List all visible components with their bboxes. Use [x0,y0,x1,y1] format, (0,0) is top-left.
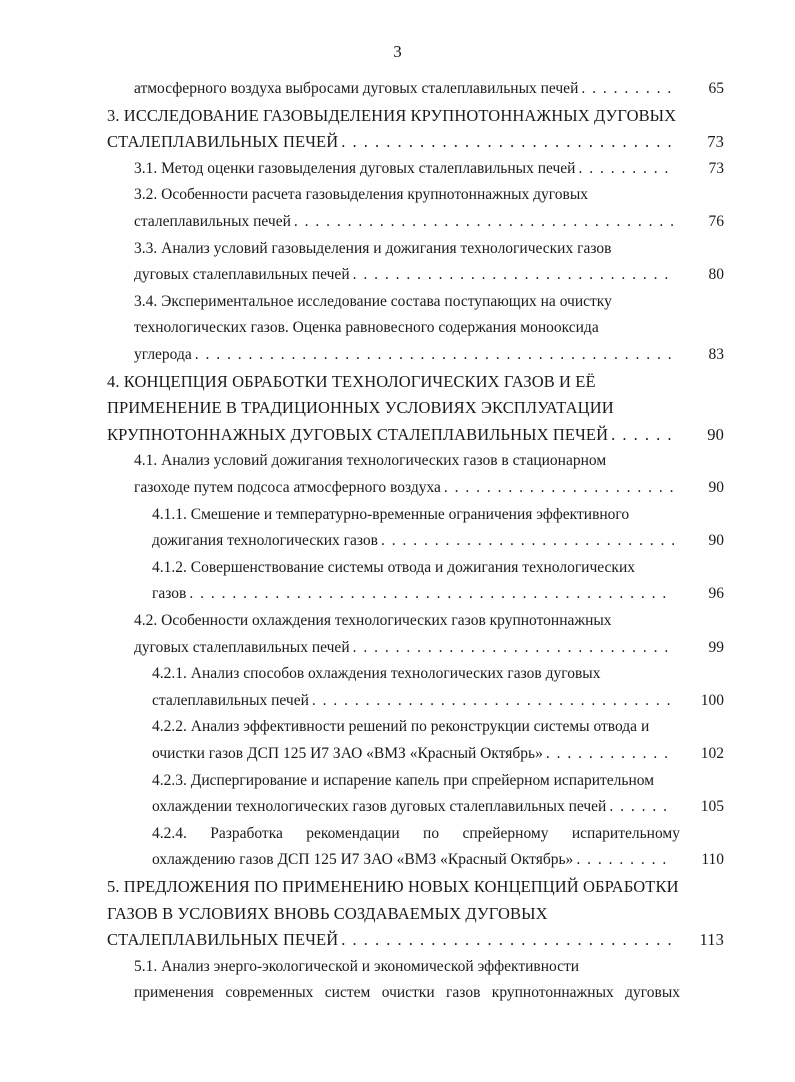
toc-entry-title: 4.1.1. Смешение и температурно-временные ограничения эффективного [152,505,630,523]
toc-page-number: 105 [700,798,724,816]
toc-entry-title: газов [152,585,187,603]
toc-entry-with-page [134,75,724,102]
toc-entry-title: 4.2.4. Разработка рекомендации по спрейерному испарительному [152,824,680,842]
toc-page-number: 83 [708,346,724,363]
toc-entry-line [107,394,614,421]
toc-entry-line [134,314,599,341]
toc-entry-line [134,288,612,315]
toc-page-number: 90 [708,532,724,550]
toc-entry-with-page [134,634,724,661]
dot-leader [444,474,674,501]
toc-entry-title: газоходе путем подсоса атмосферного воздуха [134,479,441,496]
toc-entry-title: ГАЗОВ В УСЛОВИЯХ ВНОВЬ СОЗДАВАЕМЫХ ДУГОВЫХ [107,903,548,923]
toc-page-number: 73 [707,132,724,152]
toc-entry-title: 4. КОНЦЕПЦИЯ ОБРАБОТКИ ТЕХНОЛОГИЧЕСКИХ ГАЗОВ И ЕЁ [107,371,596,391]
toc-entry-title: СТАЛЕПЛАВИЛЬНЫХ ПЕЧЕЙ [107,132,339,152]
toc-entry-with-page [107,926,724,953]
toc-entry-title: 4.2.3. Диспергирование и испарение капель при спрейерном испарительном [152,771,655,789]
toc-page-number: 90 [707,424,724,444]
toc-entry-line [152,820,680,847]
toc-entry-title: технологических газов. Оценка равновесного содержания монооксида [134,319,599,337]
dot-leader [294,208,674,235]
toc-entry-title: ПРИМЕНЕНИЕ В ТРАДИЦИОННЫХ УСЛОВИЯХ ЭКСПЛУАТАЦИИ [107,398,614,418]
toc-entry-with-page [107,128,724,155]
toc-entry-title: 4.2. Особенности охлаждения технологических газов крупнотоннажных [134,612,612,629]
dot-leader [195,341,674,368]
toc-entry-title: применения современных систем очистки газов крупнотоннажных дуговых [134,984,680,1002]
toc-entry-title: сталеплавильных печей [152,691,309,709]
toc-entry-line [152,713,649,740]
toc-page-number: 76 [708,213,724,230]
dot-leader [609,793,674,820]
toc-entry-line [107,368,596,395]
toc-page-number: 73 [708,159,724,177]
toc-entry-with-page [152,740,724,767]
toc-entry-title: охлаждении технологических газов дуговых сталеплавильных печей [152,798,607,816]
toc-entry-title: очистки газов ДСП 125 И7 ЗАО «ВМЗ «Красный Октябрь» [152,745,543,762]
toc-entry-line [152,554,635,581]
toc-page-number: 90 [708,479,724,496]
toc-entry-with-page [134,474,724,501]
dot-leader [353,634,674,661]
toc-entry-title: углерода [134,346,192,363]
dot-leader [546,740,674,767]
toc-entry-line [134,181,588,208]
toc-entry-title: 3.1. Метод оценки газовыделения дуговых сталеплавильных печей [134,159,576,177]
toc-entry-line [152,660,600,687]
toc-entry-title: атмосферного воздуха выбросами дуговых сталеплавильных печей [134,80,579,97]
toc-entry-title: охлаждению газов ДСП 125 И7 ЗАО «ВМЗ «Красный Октябрь» [152,851,574,869]
toc-entry-title: 5. ПРЕДЛОЖЕНИЯ ПО ПРИМЕНЕНИЮ НОВЫХ КОНЦЕПЦИЙ ОБРАБОТКИ [107,877,679,896]
toc-page-number: 110 [701,851,724,869]
toc-entry-line [152,767,654,794]
toc-entry-line [134,607,612,634]
dot-leader [611,421,674,448]
dot-leader [578,155,674,182]
toc-page-number: 102 [700,745,724,762]
toc-entry-title: 4.2.2. Анализ эффективности решений по реконструкции системы отвода и [152,718,650,736]
toc-entry-title: 4.2.1. Анализ способов охлаждения технологических газов дуговых [152,665,601,683]
toc-entry-title: 3.4. Экспериментальное исследование состава поступающих на очистку [134,292,612,310]
toc-entry-title: дуговых сталеплавильных печей [134,638,350,656]
toc-entry-title: СТАЛЕПЛАВИЛЬНЫХ ПЕЧЕЙ [107,930,339,950]
toc-entry-with-page [134,261,724,288]
dot-leader [353,261,674,288]
toc-entry-title: 5.1. Анализ энерго-экологической и экономической эффективности [134,957,580,975]
toc-entry-with-page [134,341,724,368]
toc-entry-line [134,235,611,262]
dot-leader [581,75,674,102]
toc-page-number: 100 [700,691,724,709]
toc-entry-line [134,979,680,1006]
toc-entry-title: 3.2. Особенности расчета газовыделения крупнотоннажных дуговых [134,186,589,204]
toc-entry-with-page [152,580,724,607]
dot-leader [341,926,674,953]
toc-entry-title: дожигания технологических газов [152,532,378,550]
toc-entry-line [134,953,579,980]
toc-entry-with-page [134,155,724,182]
dot-leader [189,580,674,607]
toc-entry-with-page [107,421,724,448]
toc-entry-with-page [152,687,724,714]
toc-entry-title: 4.1. Анализ условий дожигания технологических газов в стационарном [134,452,607,470]
toc-page-number: 65 [708,80,724,97]
toc-entry-line [134,447,606,474]
dot-leader [381,527,674,554]
toc-entry-line [107,102,676,129]
toc-page-number: 113 [699,930,724,950]
toc-entry-title: сталеплавильных печей [134,213,291,230]
toc-entry-title: 3. ИССЛЕДОВАНИЕ ГАЗОВЫДЕЛЕНИЯ КРУПНОТОННАЖНЫХ ДУГОВЫХ [107,105,677,125]
toc-page-number: 80 [708,266,724,284]
toc-entry-title: КРУПНОТОННАЖНЫХ ДУГОВЫХ СТАЛЕПЛАВИЛЬНЫХ ПЕЧЕЙ [107,424,609,444]
toc-entry-title: 3.3. Анализ условий газовыделения и дожигания технологических газов [134,239,612,257]
toc-entry-with-page [134,208,724,235]
toc-entry-line [107,873,679,900]
page-number: 3 [393,42,402,61]
dot-leader [312,687,674,714]
toc-entry-line [107,900,548,927]
toc-entry-with-page [152,527,724,554]
toc-entry-line [152,501,629,528]
toc-entry-with-page [152,793,724,820]
toc-page-number: 99 [708,638,724,656]
dot-leader [341,128,674,155]
toc-entry-with-page [152,846,724,873]
toc-entry-title: дуговых сталеплавильных печей [134,266,350,284]
toc-page-number: 96 [708,585,724,603]
dot-leader [576,846,674,873]
toc-entry-title: 4.1.2. Совершенствование системы отвода и дожигания технологических [152,558,635,576]
